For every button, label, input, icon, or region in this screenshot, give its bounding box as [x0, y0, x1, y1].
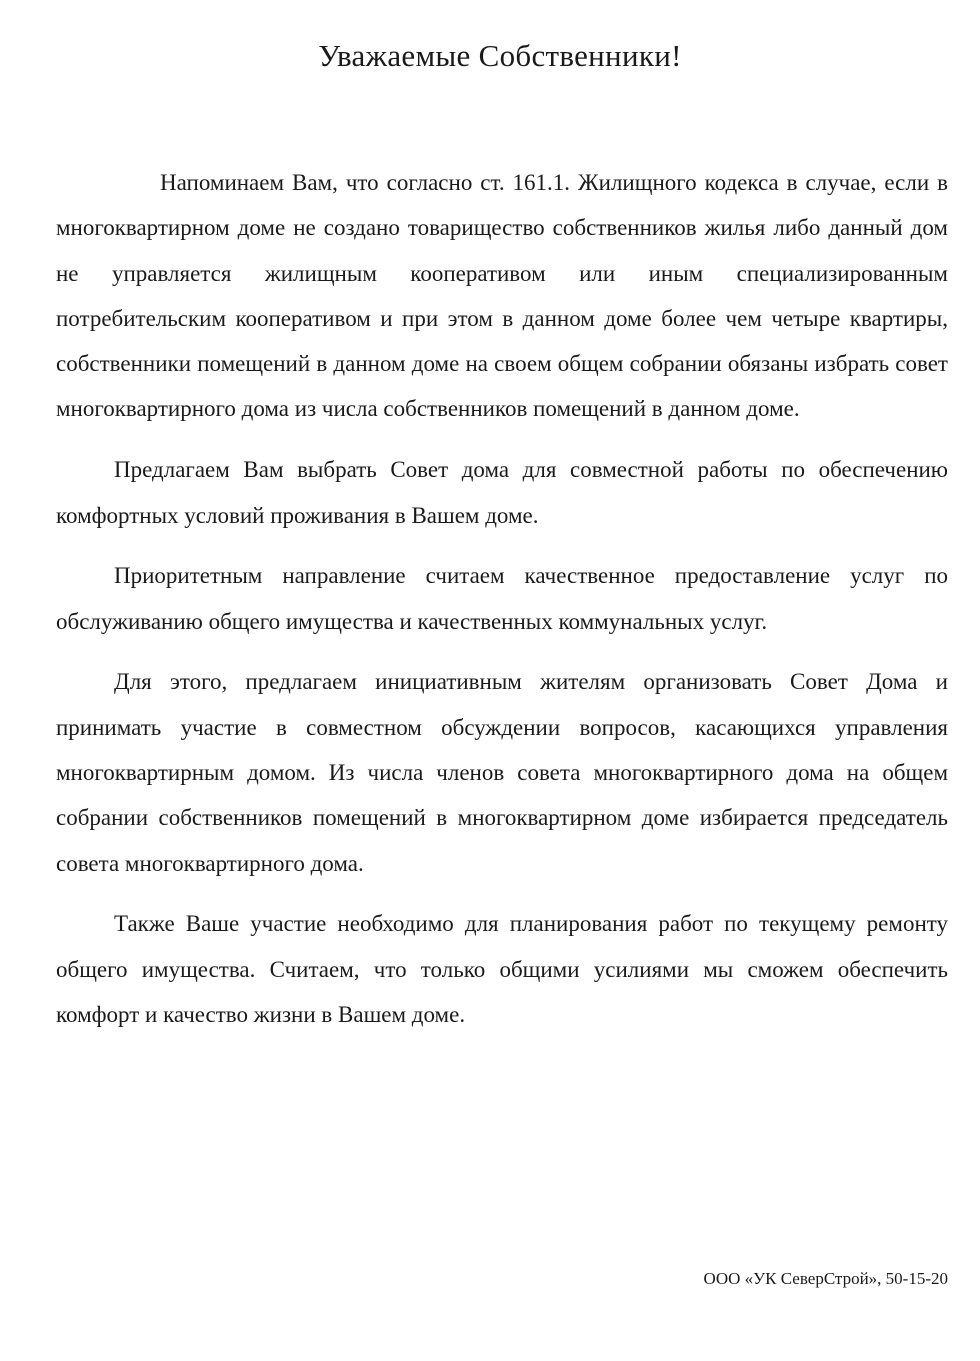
paragraph-repair-planning: Также Ваше участие необходимо для планирования работ по текущему ремонту общего имущества. Считаем, что только общими усилиями мы сможем обеспечить комфорт и качество жизни в Вашем доме.: [56, 911, 948, 1028]
company-signature: ООО «УК СеверСтрой», 50-15-20: [703, 1269, 948, 1288]
paragraph-council-organization: Для этого, предлагаем инициативным жителям организовать Совет Дома и принимать участие в совместном обсуждении вопросов, касающихся управления многоквартирным домом. Из числа членов совета многоквартирного дома на общем собрании собственников помещений в многоквартирном доме избирается председатель совета многоквартирного дома.: [56, 669, 948, 876]
document-title: Уважаемые Собственники!: [318, 38, 682, 73]
paragraph-legal-notice: Напоминаем Вам, что согласно ст. 161.1. Жилищного кодекса в случае, если в многоквартирном доме не создано товарищество собственников жилья либо данный дом не управляется жилищным кооперативом или иным специализированным потребительским кооперативом и при этом в данном доме более чем четыре квартиры, собственники помещений в данном доме на своем общем собрании обязаны избрать совет многоквартирного дома из числа собственников помещений в данном доме.: [56, 170, 948, 422]
paragraph-priority: Приоритетным направление считаем качественное предоставление услуг по обслуживанию общего имущества и качественных коммунальных услуг.: [56, 563, 948, 634]
document-body: [56, 160, 948, 1037]
paragraph-proposal: Предлагаем Вам выбрать Совет дома для совместной работы по обеспечению комфортных условий проживания в Вашем доме.: [56, 457, 948, 528]
